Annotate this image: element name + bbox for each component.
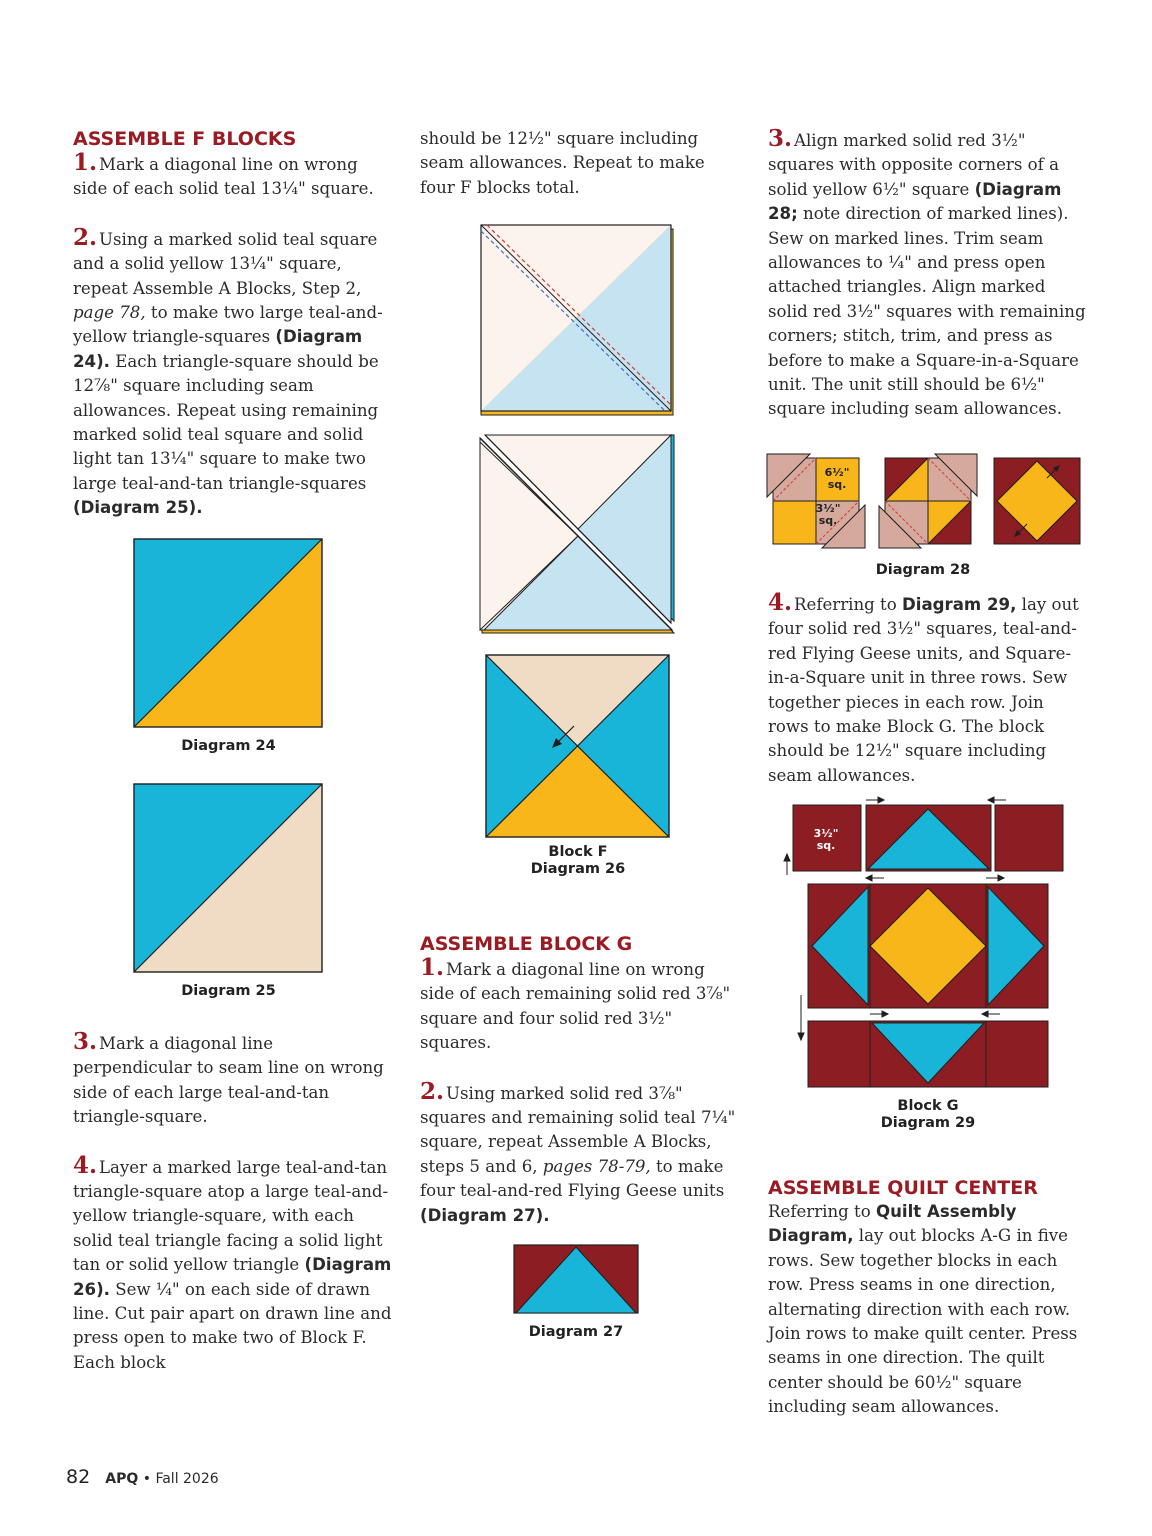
size-label: 3¹⁄₂" bbox=[813, 827, 839, 840]
heading-assemble-quilt-center: ASSEMBLE QUILT CENTER bbox=[768, 1177, 1038, 1199]
step-number: 4. bbox=[768, 589, 793, 616]
diagram-reference: (Diagram 28; bbox=[768, 179, 1062, 224]
issue-date: Fall 2026 bbox=[155, 1471, 219, 1487]
step-g1 bbox=[420, 956, 740, 1056]
step-text: Referring to bbox=[794, 595, 902, 614]
page-reference: page 78, bbox=[73, 303, 146, 323]
column-1 bbox=[73, 127, 393, 545]
arrow-left-icon bbox=[866, 875, 872, 881]
diagram-24-caption: Diagram 24 bbox=[181, 738, 276, 754]
step-number: 2. bbox=[420, 1077, 445, 1105]
arrow-left-icon bbox=[982, 1011, 988, 1017]
diagram-28-figure bbox=[765, 452, 1085, 550]
step-f2 bbox=[73, 223, 393, 521]
step-text: Sew ¹⁄₄" on each side of drawn line. Cut pair apart on drawn line and press open to make two of Block F. Each block bbox=[73, 1279, 392, 1372]
step-text: Using a marked solid teal square and a solid yellow 13¹⁄₄" square, repeat Assemble A Blocks, Step 2, bbox=[73, 229, 378, 298]
size-label: sq. bbox=[827, 478, 847, 491]
block-g-top-row bbox=[793, 805, 1063, 871]
step-text: Using marked solid red 3⁷⁄₈" squares and remaining solid teal 7¹⁄₄" square, repeat Assemble A Blocks, steps 5 and 6, bbox=[420, 1083, 736, 1176]
step-text: Align marked solid red 3¹⁄₂" squares with opposite corners of a solid yellow 6¹⁄₂" square bbox=[768, 131, 1059, 199]
step-text: Mark a diagonal line on wrong side of each remaining solid red 3⁷⁄₈" square and four solid red 3¹⁄₂" squares. bbox=[420, 960, 731, 1053]
column-2-lower bbox=[420, 932, 740, 1252]
diagram-reference: (Diagram 24). bbox=[73, 327, 363, 371]
footer-separator: • bbox=[138, 1471, 156, 1487]
step-text: lay out four solid red 3¹⁄₂" squares, teal-and-red Flying Geese units, and Square-in-a-Square unit in three rows. Sew together pieces in each row. Join rows to make Block G. The block should be 12¹⁄₂" square including seam allowances. bbox=[768, 595, 1079, 785]
diagram-28-square-in-square bbox=[994, 458, 1080, 544]
step-text: Each triangle-square should be 12⁷⁄₈" square including seam allowances. Repeat using remaining marked solid teal square and solid light tan 13¹⁄₄" square to make two large teal-and-tan triangle-squares bbox=[73, 351, 379, 493]
step-text: to make two large teal-and-yellow triangle-squares bbox=[73, 303, 383, 347]
diagram-28-caption: Diagram 28 bbox=[875, 562, 971, 578]
step-text: Layer a marked large teal-and-tan triangle-square atop a large teal-and-yellow triangle-square, with each solid teal triangle facing a solid light tan or solid yellow triangle bbox=[73, 1157, 389, 1275]
step-text: lay out blocks A-G in five rows. Sew together blocks in each row. Press seams in one direction, alternating direction with each row. Join rows to make quilt center. Press seams in one direction. The quilt center should be 60¹⁄₂" square including seam allowances. bbox=[768, 1226, 1078, 1417]
step-number: 4. bbox=[73, 1151, 98, 1179]
step-text: Mark a diagonal line perpendicular to seam line on wrong side of each large teal-and-tan triangle-square. bbox=[73, 1034, 384, 1127]
size-label: 6¹⁄₂" bbox=[824, 466, 850, 479]
step-f3 bbox=[73, 1030, 393, 1130]
step-f1 bbox=[73, 151, 393, 202]
arrow-left-icon bbox=[988, 797, 994, 803]
arrow-right-icon bbox=[878, 797, 884, 803]
page-reference: pages 78-79, bbox=[542, 1156, 651, 1176]
diagram-29-caption bbox=[848, 1098, 1008, 1132]
step-number: 1. bbox=[420, 954, 445, 981]
arrow-right-icon bbox=[882, 1011, 888, 1017]
column-3-middle bbox=[768, 591, 1088, 812]
diagram-26-top-square bbox=[478, 223, 676, 417]
step-text: to make four teal-and-red Flying Geese units bbox=[420, 1156, 725, 1201]
diagram-25-caption: Diagram 25 bbox=[181, 983, 276, 999]
step-number: 3. bbox=[73, 1028, 98, 1055]
diagram-26-label: Diagram 26 bbox=[530, 861, 626, 877]
size-label: sq. bbox=[818, 514, 838, 527]
diagram-27-caption: Diagram 27 bbox=[528, 1324, 624, 1340]
column-2-top bbox=[420, 127, 740, 224]
diagram-28-step-2 bbox=[879, 454, 977, 548]
page-number: 82 bbox=[66, 1466, 91, 1488]
diagram-26-caption bbox=[478, 844, 678, 878]
column-3-top bbox=[768, 127, 1088, 446]
column-3-lower bbox=[768, 1176, 1088, 1444]
step-g2 bbox=[420, 1077, 740, 1228]
step-f4-continued: should be 12¹⁄₂" square including seam allowances. Repeat to make four F blocks total. bbox=[420, 129, 705, 197]
diagram-reference: (Diagram 25). bbox=[73, 498, 203, 518]
size-label: sq. bbox=[816, 839, 836, 852]
arrow-down-icon bbox=[798, 1033, 804, 1040]
block-f-label: Block F bbox=[548, 844, 608, 860]
diagram-24-figure bbox=[133, 538, 324, 729]
diagram-28-step-1 bbox=[767, 454, 865, 548]
step-text: note direction of marked lines). Sew on marked lines. Trim seam allowances to ¹⁄₄" and press open attached triangles. Align marked solid red 3¹⁄₂" squares with remaining corners; stitch, trim, and press as before to make a Square-in-a-Square unit. The unit still should be 6¹⁄₂" square including seam allowances. bbox=[768, 204, 1086, 419]
block-g-bottom-row bbox=[808, 1021, 1048, 1087]
publication-name: APQ bbox=[105, 1471, 139, 1487]
diagram-29-figure bbox=[780, 795, 1070, 1093]
step-g3 bbox=[768, 127, 1088, 422]
arrow-right-icon bbox=[998, 875, 1004, 881]
step-text: Referring to bbox=[768, 1202, 876, 1221]
step-f4 bbox=[73, 1151, 393, 1376]
diagram-29-label: Diagram 29 bbox=[880, 1115, 976, 1131]
diagram-27-figure bbox=[513, 1244, 639, 1314]
diagram-reference: Quilt Assembly Diagram, bbox=[768, 1202, 1017, 1246]
step-number: 2. bbox=[73, 223, 98, 251]
step-number: 3. bbox=[768, 125, 793, 152]
heading-assemble-block-g: ASSEMBLE BLOCK G bbox=[420, 933, 633, 955]
column-1-lower bbox=[73, 1030, 393, 1399]
step-text: Mark a diagonal line on wrong side of each solid teal 13¹⁄₄" square. bbox=[73, 155, 374, 199]
diagram-reference: (Diagram 27). bbox=[420, 1205, 550, 1225]
diagram-reference: Diagram 29, bbox=[901, 595, 1017, 614]
size-label: 3¹⁄₂" bbox=[815, 502, 841, 515]
diagram-26-middle-square bbox=[474, 433, 680, 637]
arrow-up-icon bbox=[784, 854, 790, 861]
heading-assemble-f-blocks: ASSEMBLE F BLOCKS bbox=[73, 128, 297, 150]
quilt-center-text bbox=[768, 1200, 1088, 1420]
diagram-25-figure bbox=[133, 783, 324, 974]
step-g4 bbox=[768, 591, 1088, 788]
step-number: 1. bbox=[73, 149, 98, 176]
block-g-label: Block G bbox=[897, 1098, 959, 1114]
block-f-figure bbox=[484, 653, 671, 839]
block-g-middle-row bbox=[808, 884, 1048, 1008]
page-footer bbox=[66, 1466, 219, 1488]
diagram-reference: (Diagram 26). bbox=[73, 1255, 392, 1299]
